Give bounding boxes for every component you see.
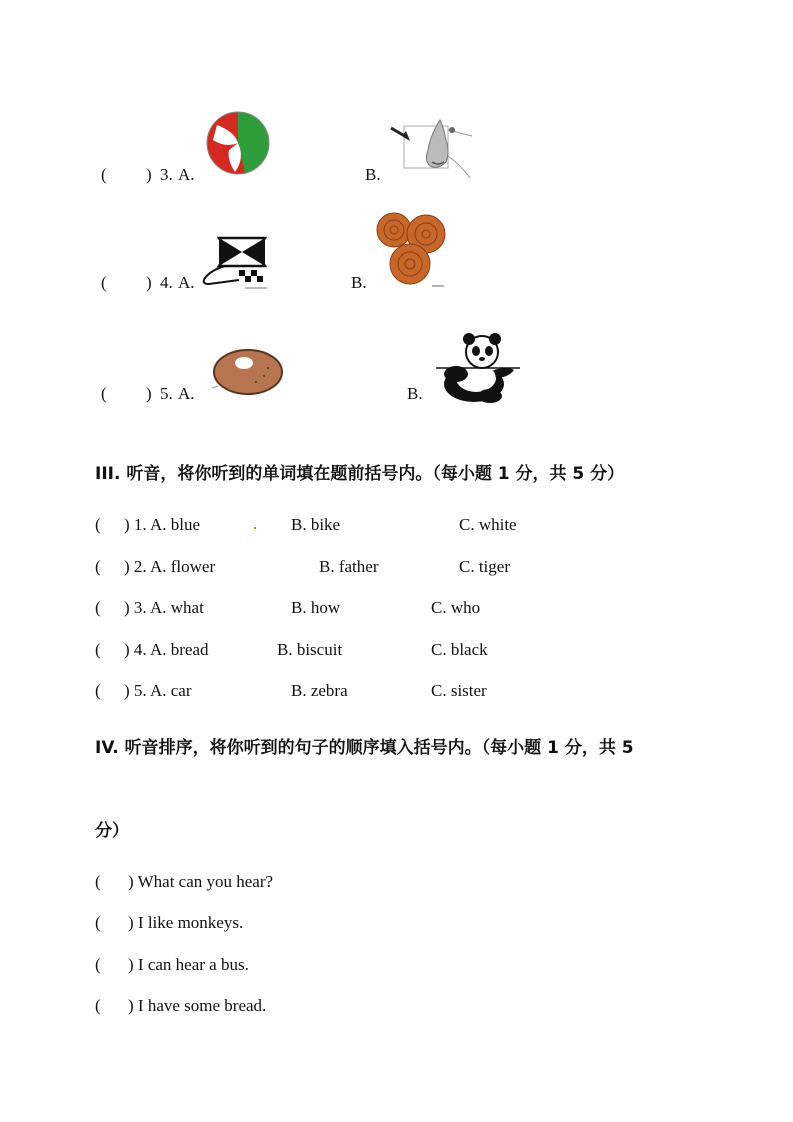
kite-image xyxy=(199,234,271,292)
answer-paren-open: ( xyxy=(101,384,107,403)
stray-dot xyxy=(254,527,256,529)
option-b-label: B. xyxy=(351,273,367,292)
word-option-b: B. bike xyxy=(291,515,341,534)
question-number: 4. xyxy=(160,273,173,292)
sentence-text: ) What can you hear? xyxy=(128,872,274,891)
answer-paren-close: ) xyxy=(146,384,152,403)
word-option-c: C. tiger xyxy=(459,557,510,576)
word-option-b: B. how xyxy=(291,598,341,617)
answer-paren-close: ) xyxy=(146,273,152,292)
bread-loaf-image xyxy=(206,346,286,398)
word-option-c: C. who xyxy=(431,598,481,617)
answer-paren: ( xyxy=(95,872,101,891)
answer-paren-open: ( xyxy=(101,165,107,184)
option-a-label: A. xyxy=(178,273,195,292)
word-option-c: C. black xyxy=(431,640,488,659)
sentence-text: ) I can hear a bus. xyxy=(128,955,249,974)
answer-paren: ( xyxy=(95,557,101,576)
option-a-label: A. xyxy=(178,165,195,184)
panda-image xyxy=(434,330,522,404)
word-option-a: ) 3. A. what xyxy=(124,598,204,617)
answer-paren: ( xyxy=(95,955,101,974)
answer-paren: ( xyxy=(95,681,101,700)
section-3-title: III. 听音，将你听到的单词填在题前括号内。（每小题 1 分，共 5 分） xyxy=(95,464,625,484)
answer-paren: ( xyxy=(95,913,101,932)
word-option-b: B. biscuit xyxy=(277,640,343,659)
sentence-text: ) I like monkeys. xyxy=(128,913,244,932)
option-a-label: A. xyxy=(178,384,195,403)
answer-paren-open: ( xyxy=(101,273,107,292)
question-number: 3. xyxy=(160,165,173,184)
word-option-b: B. father xyxy=(319,557,379,576)
option-b-label: B. xyxy=(365,165,381,184)
biscuits-image xyxy=(374,210,452,290)
answer-paren: ( xyxy=(95,598,101,617)
word-option-a: ) 1. A. blue xyxy=(124,515,201,534)
answer-paren: ( xyxy=(95,996,101,1015)
option-b-label: B. xyxy=(407,384,423,403)
nose-image xyxy=(388,116,474,182)
word-option-a: ) 2. A. flower xyxy=(124,557,216,576)
answer-paren: ( xyxy=(95,640,101,659)
section-4-title-continued: 分） xyxy=(95,821,129,841)
answer-paren-close: ) xyxy=(146,165,152,184)
question-number: 5. xyxy=(160,384,173,403)
beach-ball-image xyxy=(205,110,271,176)
section-4-title: IV. 听音排序，将你听到的句子的顺序填入括号内。（每小题 1 分，共 5 xyxy=(95,738,634,758)
answer-paren: ( xyxy=(95,515,101,534)
word-option-a: ) 5. A. car xyxy=(124,681,192,700)
word-option-c: C. sister xyxy=(431,681,487,700)
word-option-b: B. zebra xyxy=(291,681,348,700)
word-option-a: ) 4. A. bread xyxy=(124,640,209,659)
sentence-text: ) I have some bread. xyxy=(128,996,267,1015)
word-option-c: C. white xyxy=(459,515,517,534)
